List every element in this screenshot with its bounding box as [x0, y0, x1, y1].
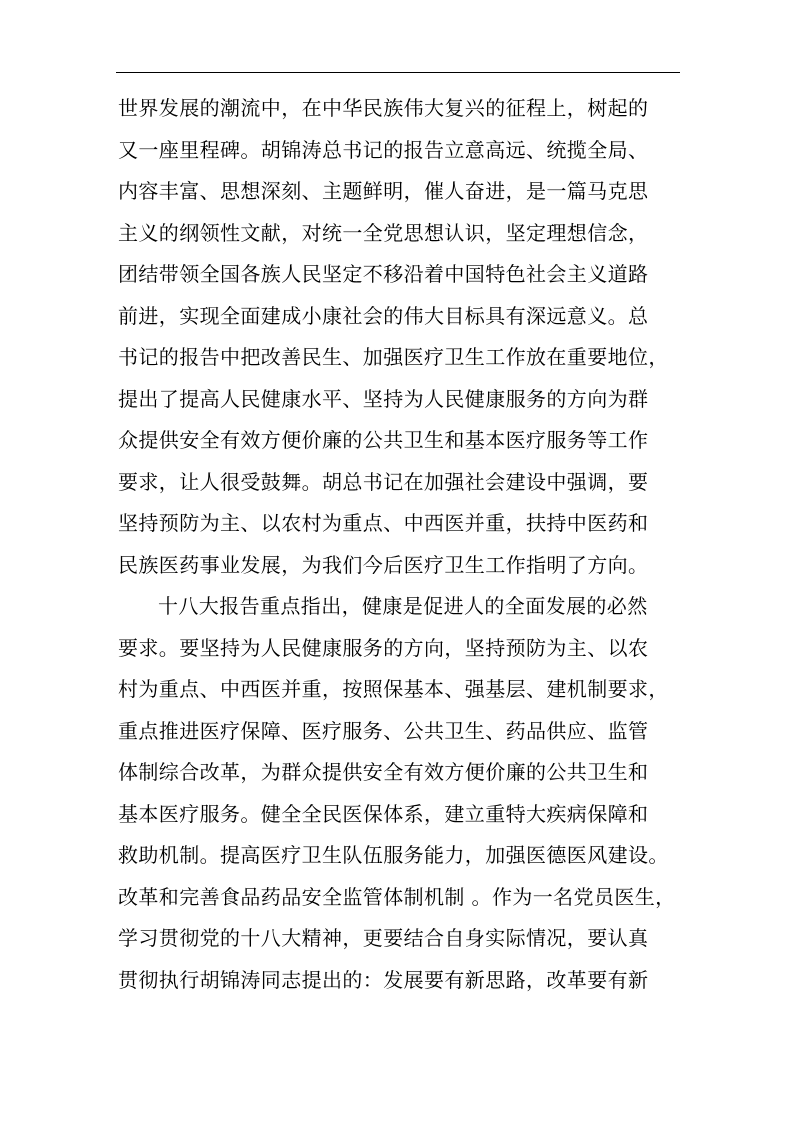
text-line: 众提供安全有效方便价廉的公共卫生和基本医疗服务等工作 [118, 428, 649, 452]
text-line: 要求，让人很受鼓舞。胡总书记在加强社会建设中强调，要 [118, 469, 649, 494]
text-line: 体制综合改革，为群众提供安全有效方便价廉的公共卫生和 [118, 760, 649, 784]
text-line: 要求。要坚持为人民健康服务的方向，坚持预防为主、以农 [118, 635, 649, 660]
text-line: 贯彻执行胡锦涛同志提出的：发展要有新思路，改革要有新 [118, 967, 649, 992]
text-line: 主义的纲领性文献，对统一全党思想认识，坚定理想信念， [118, 220, 649, 245]
text-line: 村为重点、中西医并重，按照保基本、强基层、建机制要求， [118, 677, 669, 701]
text-line: 前进，实现全面建成小康社会的伟大目标具有深远意义。总 [118, 303, 649, 328]
text-line: 书记的报告中把改善民生、加强医疗卫生工作放在重要地位， [118, 345, 669, 369]
text-line: 世界发展的潮流中，在中华民族伟大复兴的征程上，树起的 [118, 96, 649, 120]
text-line: 改革和完善食品药品安全监管体制机制 。作为一名党员医生， [118, 884, 676, 909]
text-line: 内容丰富、思想深刻、主题鲜明，催人奋进，是一篇马克思 [118, 179, 649, 203]
text-line: 团结带领全国各族人民坚定不移沿着中国特色社会主义道路 [118, 262, 649, 286]
text-line: 救助机制。提高医疗卫生队伍服务能力，加强医德医风建设。 [118, 843, 669, 867]
document-body [118, 88, 684, 1001]
text-line: 基本医疗服务。健全全民医保体系，建立重特大疾病保障和 [118, 801, 649, 826]
text-line: 民族医药事业发展，为我们今后医疗卫生工作指明了方向。 [118, 552, 649, 577]
text-line: 又一座里程碑。胡锦涛总书记的报告立意高远、统揽全局、 [118, 137, 649, 162]
text-line: 学习贯彻党的十八大精神，更要结合自身实际情况，要认真 [118, 926, 649, 950]
text-line: 重点推进医疗保障、医疗服务、公共卫生、药品供应、监管 [118, 718, 649, 743]
text-line: 坚持预防为主、以农村为重点、中西医并重，扶持中医药和 [118, 511, 649, 535]
header-rule [116, 72, 680, 73]
text-line: 提出了提高人民健康水平、坚持为人民健康服务的方向为群 [118, 386, 649, 411]
paragraph-start-line: 十八大报告重点指出，健康是促进人的全面发展的必然 [158, 594, 648, 618]
